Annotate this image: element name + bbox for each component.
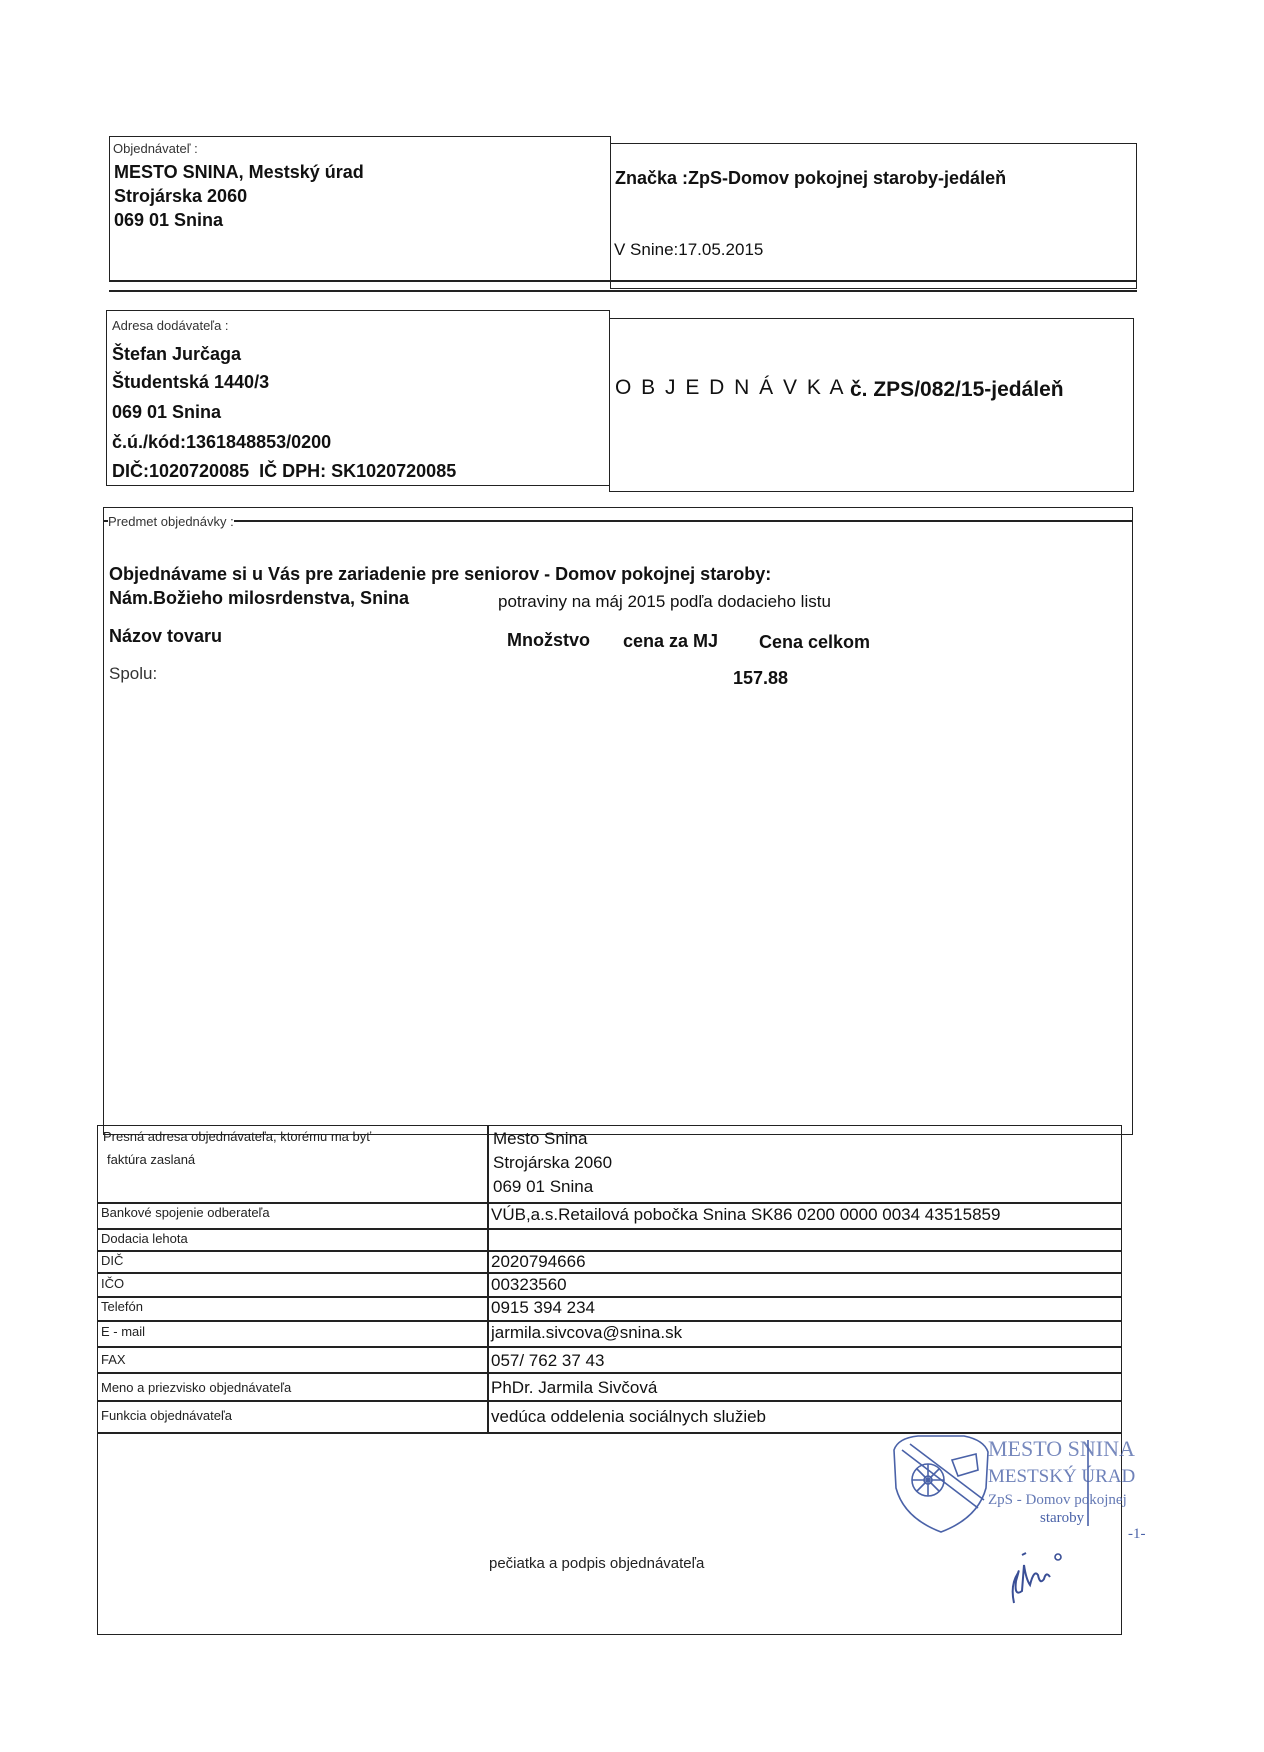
row-value-email: jarmila.sivcova@snina.sk: [491, 1323, 683, 1342]
divider: [109, 290, 1137, 292]
supplier-label: Adresa dodávateľa :: [112, 318, 229, 333]
row-value-phone: 0915 394 234: [491, 1298, 595, 1317]
svg-text:staroby: staroby: [1040, 1510, 1085, 1526]
col-unit: cena za MJ: [623, 631, 719, 651]
svg-text:MESTSKÝ ÚRAD: MESTSKÝ ÚRAD: [988, 1466, 1136, 1487]
row-separator: [97, 1202, 1122, 1204]
stamp-image: [888, 1430, 1158, 1550]
orderer-name: MESTO SNINA, Mestský úrad: [114, 162, 364, 182]
row-separator: [97, 1400, 1122, 1402]
row-value-fax: 057/ 762 37 43: [491, 1351, 605, 1370]
invoice-label: faktúra zaslaná: [107, 1152, 196, 1167]
orderer-street: Strojárska 2060: [114, 186, 248, 206]
signature-image: [1000, 1545, 1090, 1615]
col-total: Cena celkom: [759, 632, 871, 652]
row-value-ico: 00323560: [491, 1275, 567, 1294]
svg-text:ZpS - Domov pokojnej: ZpS - Domov pokojnej: [988, 1492, 1127, 1508]
supplier-name: Štefan Jurčaga: [112, 344, 242, 364]
row-label-fax: FAX: [101, 1352, 126, 1367]
mark-box: [610, 143, 1137, 289]
order-box: [609, 318, 1134, 492]
invoice-address: Mesto Snina: [493, 1129, 588, 1148]
row-separator: [97, 1272, 1122, 1274]
row-separator: [97, 1296, 1122, 1298]
svg-text:-1-: -1-: [1128, 1526, 1146, 1542]
row-value-bank: VÚB,a.s.Retailová pobočka Snina SK86 0200 0000 0034 43515859: [491, 1205, 1001, 1224]
col-name: Názov tovaru: [109, 626, 223, 646]
row-separator: [97, 1228, 1122, 1230]
supplier-street: Študentská 1440/3: [112, 372, 270, 392]
row-separator: [97, 1320, 1122, 1322]
invoice-address: 069 01 Snina: [493, 1177, 594, 1196]
row-label-dic: DIČ: [101, 1253, 124, 1268]
orderer-city: 069 01 Snina: [114, 210, 224, 230]
column-divider: [487, 1125, 489, 1433]
row-label-bank: Bankové spojenie odberateľa: [101, 1205, 270, 1220]
invoice-label: Presná adresa objednávateľa, ktorému ma byť: [103, 1129, 372, 1144]
row-label-function: Funkcia objednávateľa: [101, 1408, 232, 1423]
invoice-address: Strojárska 2060: [493, 1153, 613, 1172]
subject-label: Predmet objednávky :: [108, 514, 234, 529]
row-label-phone: Telefón: [101, 1299, 143, 1314]
row-separator: [97, 1250, 1122, 1252]
city-seal-icon: [888, 1430, 1158, 1550]
row-value-dic: 2020794666: [491, 1252, 586, 1271]
row-label-email: E - mail: [101, 1324, 146, 1339]
col-qty: Množstvo: [507, 630, 590, 650]
row-value-name: PhDr. Jarmila Sivčová: [491, 1378, 658, 1397]
supplier-tax: DIČ:1020720085 IČ DPH: SK1020720085: [112, 461, 457, 481]
row-separator: [97, 1372, 1122, 1374]
subject-line1: Objednávame si u Vás pre zariadenie pre seniorov - Domov pokojnej staroby:: [109, 564, 772, 584]
sum-value: 157.88: [733, 668, 789, 688]
row-label-delivery: Dodacia lehota: [101, 1231, 188, 1246]
supplier-account: č.ú./kód:1361848853/0200: [112, 432, 332, 452]
row-value-function: vedúca oddelenia sociálnych služieb: [491, 1407, 767, 1426]
svg-text:MESTO SNINA: MESTO SNINA: [988, 1436, 1135, 1461]
place-date: V Snine:17.05.2015: [614, 240, 764, 259]
row-label-ico: IČO: [101, 1276, 125, 1291]
row-separator: [97, 1346, 1122, 1348]
subject-goods: potraviny na máj 2015 podľa dodacieho listu: [498, 592, 831, 611]
order-title: O B J E D N Á V K A: [615, 376, 846, 399]
subject-address: Nám.Božieho milosrdenstva, Snina: [109, 588, 410, 608]
stamp-sign-label: pečiatka a podpis objednávateľa: [489, 1555, 705, 1572]
mark-text: Značka :ZpS-Domov pokojnej staroby-jedáleň: [615, 168, 1007, 188]
row-label-name: Meno a priezvisko objednávateľa: [101, 1380, 292, 1395]
signature-icon: [1000, 1545, 1090, 1615]
divider: [103, 520, 1133, 522]
supplier-box: [106, 310, 610, 486]
order-number: č. ZPS/082/15-jedáleň: [850, 378, 1064, 401]
supplier-city: 069 01 Snina: [112, 402, 222, 422]
divider: [109, 280, 1137, 282]
sum-label: Spolu:: [109, 664, 158, 683]
orderer-label: Objednávateľ :: [113, 141, 198, 156]
orderer-box: [109, 136, 611, 282]
